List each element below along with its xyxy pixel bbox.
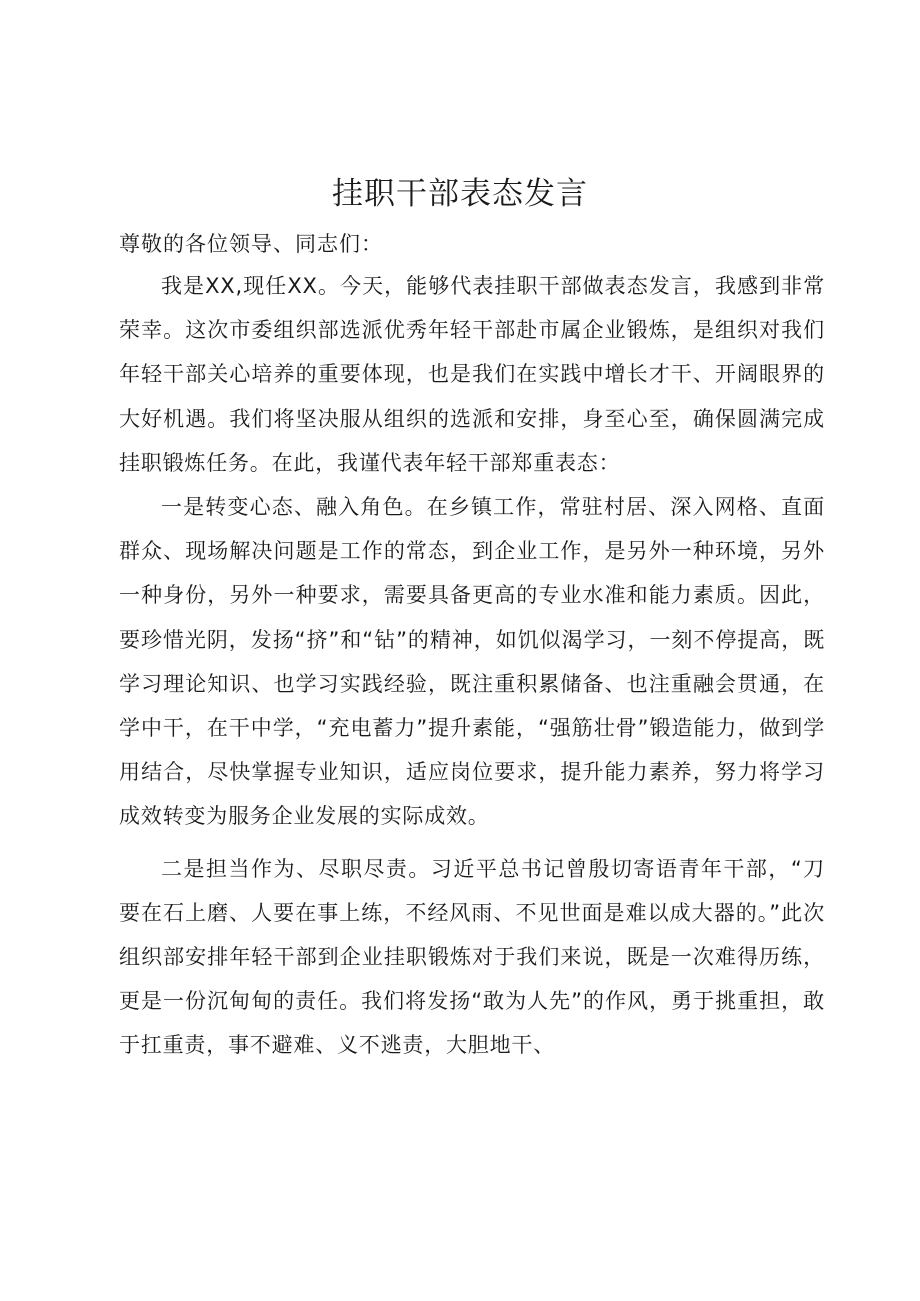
paragraph-intro: 我是XX,现任XX。今天，能够代表挂职干部做表态发言，我感到非常荣幸。这次市委组织部选派优秀年轻干部赴市属企业锻炼，是组织对我们年轻干部关心培养的重要体现，也是我们在实践中增长才干、开阔眼界的大好机遇。我们将坚决服从组织的选派和安排，身至心至，确保圆满完成挂职锻炼任务。在此，我谨代表年轻干部郑重表态： bbox=[119, 274, 825, 475]
salutation: 尊敬的各位领导、同志们： bbox=[119, 232, 383, 256]
document-body bbox=[119, 226, 825, 1068]
paragraph-point-two: 二是担当作为、尽职尽责。习近平总书记曾殷切寄语青年干部，“刀要在石上磨、人要在事上练，不经风雨、不见世面是难以成大器的。”此次组织部安排年轻干部到企业挂职锻炼对于我们来说，既是一次难得历练，更是一份沉甸甸的责任。我们将发扬“敢为人先”的作风，勇于挑重担，敢于扛重责，事不避难、义不逃责，大胆地干、 bbox=[119, 856, 825, 1058]
paragraph-point-one: 一是转变心态、融入角色。在乡镇工作，常驻村居、深入网格、直面群众、现场解决问题是工作的常态，到企业工作，是另外一种环境，另外一种身份，另外一种要求，需要具备更高的专业水准和能力素质。因此，要珍惜光阴，发扬“挤”和“钻”的精神，如饥似渴学习，一刻不停提高，既学习理论知识、也学习实践经验，既注重积累储备、也注重融会贯通，在学中干，在干中学，“充电蓄力”提升素能，“强筋壮骨”锻造能力，做到学用结合，尽快掌握专业知识，适应岗位要求，提升能力素养，努力将学习成效转变为服务企业发展的实际成效。 bbox=[119, 495, 825, 829]
document-title: 挂职干部表态发言 bbox=[332, 176, 588, 212]
